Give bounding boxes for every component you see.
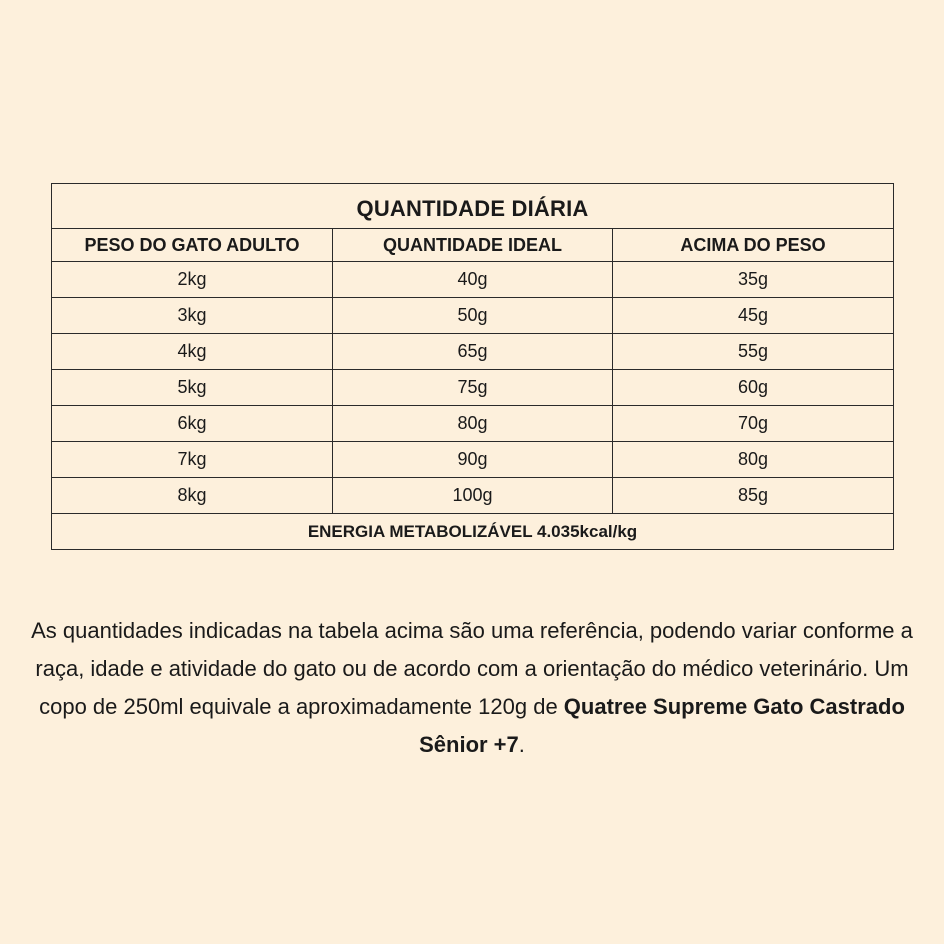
cell-ideal-amount: 90g: [333, 442, 613, 478]
feeding-table-container: [51, 183, 893, 550]
cell-weight: 8kg: [52, 478, 333, 514]
cell-weight: 3kg: [52, 298, 333, 334]
table-row: [52, 478, 894, 514]
feeding-disclaimer: [30, 612, 914, 764]
cell-overweight-amount: 70g: [613, 406, 894, 442]
cell-ideal-amount: 100g: [333, 478, 613, 514]
cell-ideal-amount: 40g: [333, 262, 613, 298]
cell-ideal-amount: 50g: [333, 298, 613, 334]
table-row: [52, 406, 894, 442]
disclaimer-text: As quantidades indicadas na tabela acima são uma referência, podendo variar conforme a raça, idade e atividade do gato ou de acordo com a orientação do médico veterinário. Um copo de 250ml equivale a aproximadamente 120g de: [31, 618, 913, 719]
column-header-ideal-amount: QUANTIDADE IDEAL: [333, 229, 613, 262]
cell-overweight-amount: 85g: [613, 478, 894, 514]
cell-overweight-amount: 60g: [613, 370, 894, 406]
cell-ideal-amount: 75g: [333, 370, 613, 406]
cell-weight: 7kg: [52, 442, 333, 478]
cell-overweight-amount: 80g: [613, 442, 894, 478]
disclaimer-end: .: [518, 732, 525, 757]
cell-weight: 2kg: [52, 262, 333, 298]
cell-ideal-amount: 80g: [333, 406, 613, 442]
cell-weight: 6kg: [52, 406, 333, 442]
cell-weight: 4kg: [52, 334, 333, 370]
table-row: [52, 262, 894, 298]
table-footer-row: [52, 514, 894, 550]
table-title-row: [52, 184, 894, 229]
product-name: Quatree Supreme Gato Castrado Sênior +7: [419, 694, 905, 757]
table-title: QUANTIDADE DIÁRIA: [52, 184, 894, 229]
cell-overweight-amount: 45g: [613, 298, 894, 334]
cell-overweight-amount: 35g: [613, 262, 894, 298]
table-row: [52, 442, 894, 478]
table-row: [52, 334, 894, 370]
cell-weight: 5kg: [52, 370, 333, 406]
column-header-overweight: ACIMA DO PESO: [613, 229, 894, 262]
feeding-table: [51, 183, 894, 550]
cell-ideal-amount: 65g: [333, 334, 613, 370]
table-row: [52, 370, 894, 406]
table-row: [52, 298, 894, 334]
column-header-weight: PESO DO GATO ADULTO: [52, 229, 333, 262]
metabolizable-energy-note: ENERGIA METABOLIZÁVEL 4.035kcal/kg: [52, 514, 894, 550]
cell-overweight-amount: 55g: [613, 334, 894, 370]
table-header-row: [52, 229, 894, 262]
